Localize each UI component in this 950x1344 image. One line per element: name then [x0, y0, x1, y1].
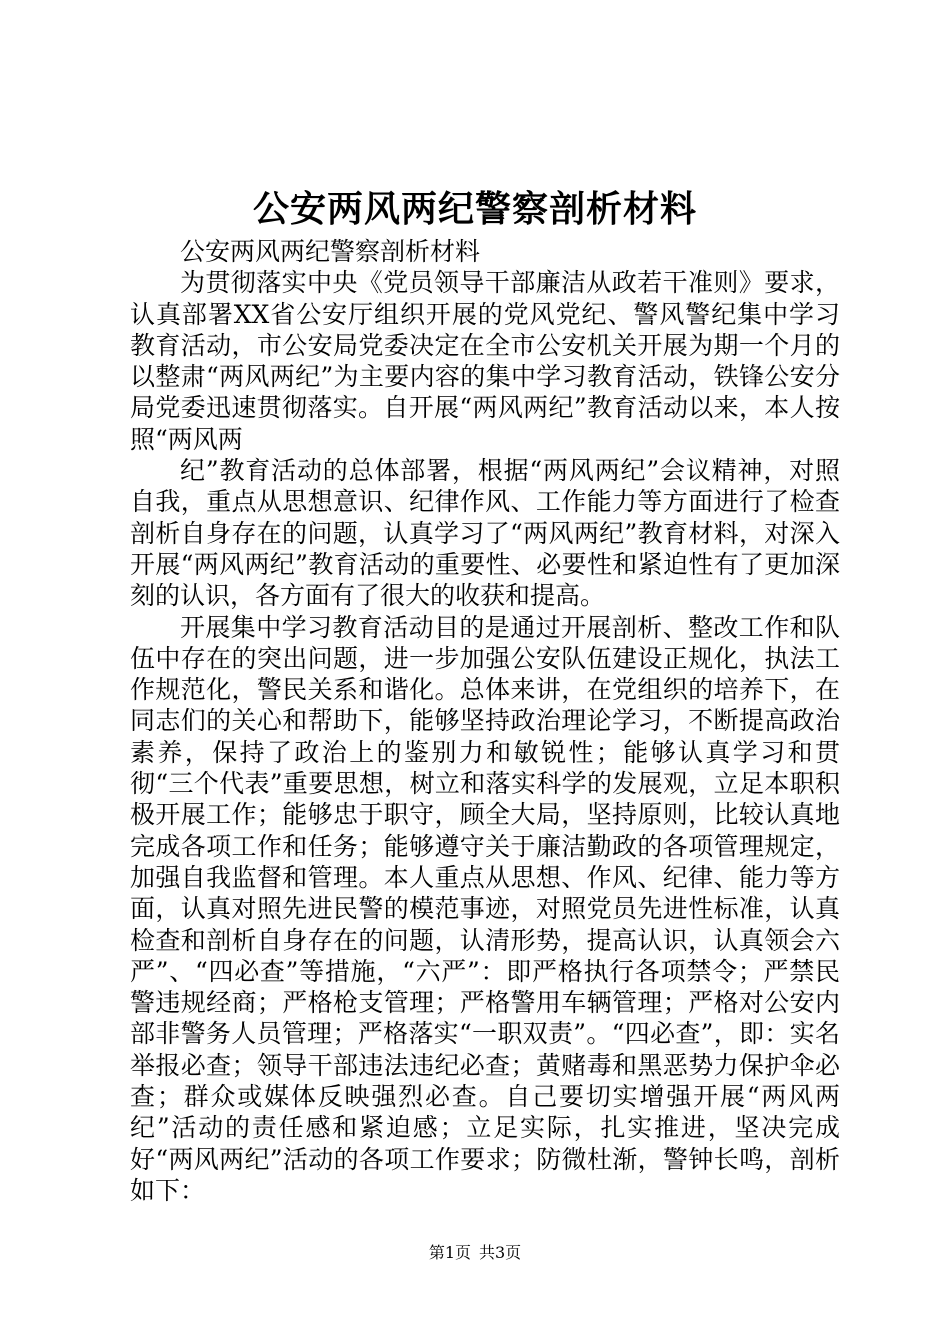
paragraph-subtitle: 公安两风两纪警察剖析材料 [180, 237, 481, 266]
page-footer [0, 1242, 950, 1264]
paragraph-review: 纪”教育活动的总体部署，根据“两风两纪”会议精神，对照自我，重点从思想意识、纪律作风、工作能力等方面进行了检查剖析自身存在的问题，认真学习了“两风两纪”教育材料，对深入开展“两风两纪”教育活动的重要性、必要性和紧迫性有了更加深刻的认识，各方面有了很大的收获和提高。 [130, 456, 840, 611]
paragraph-intro: 为贯彻落实中央《党员领导干部廉洁从政若干准则》要求，认真部署XX省公安厅组织开展的党风党纪、警风警纪集中学习教育活动，市公安局党委决定在全市公安机关开展为期一个月的以整肃“两风两纪”为主要内容的集中学习教育活动，铁锋公安分局党委迅速贯彻落实。自开展“两风两纪”教育活动以来，本人按照“两风两 [130, 268, 840, 454]
document-title: 公安两风两纪警察剖析材料 [252, 188, 697, 230]
document-body [130, 236, 840, 1206]
page-number: 第1页 [428, 1243, 471, 1262]
paragraph-analysis: 开展集中学习教育活动目的是通过开展剖析、整改工作和队伍中存在的突出问题，进一步加强公安队伍建设正规化，执法工作规范化，警民关系和谐化。总体来讲，在党组织的培养下，在同志们的关心和帮助下，能够坚持政治理论学习，不断提高政治素养，保持了政治上的鉴别力和敏锐性；能够认真学习和贯彻“三个代表”重要思想，树立和落实科学的发展观，立足本职积极开展工作；能够忠于职守，顾全大局，坚持原则，比较认真地完成各项工作和任务；能够遵守关于廉洁勤政的各项管理规定，加强自我监督和管理。本人重点从思想、作风、纪律、能力等方面，认真对照先进民警的模范事迹，对照党员先进性标准，认真检查和剖析自身存在的问题，认清形势，提高认识，认真领会六严”、“四必查”等措施，“六严”：即严格执行各项禁令；严禁民警违规经商；严格枪支管理；严格警用车辆管理；严格对公安内部非警务人员管理；严格落实“一职双责”。“四必查”，即：实名举报必查；领导干部违法违纪必查；黄赌毒和黑恶势力保护伞必查；群众或媒体反映强烈必查。自己要切实增强开展“两风两纪”活动的责任感和紧迫感；立足实际，扎实推进，坚决完成好“两风两纪”活动的各项工作要求；防微杜渐，警钟长鸣，剖析如下： [130, 612, 840, 1205]
page-total: 共3页 [479, 1243, 522, 1262]
